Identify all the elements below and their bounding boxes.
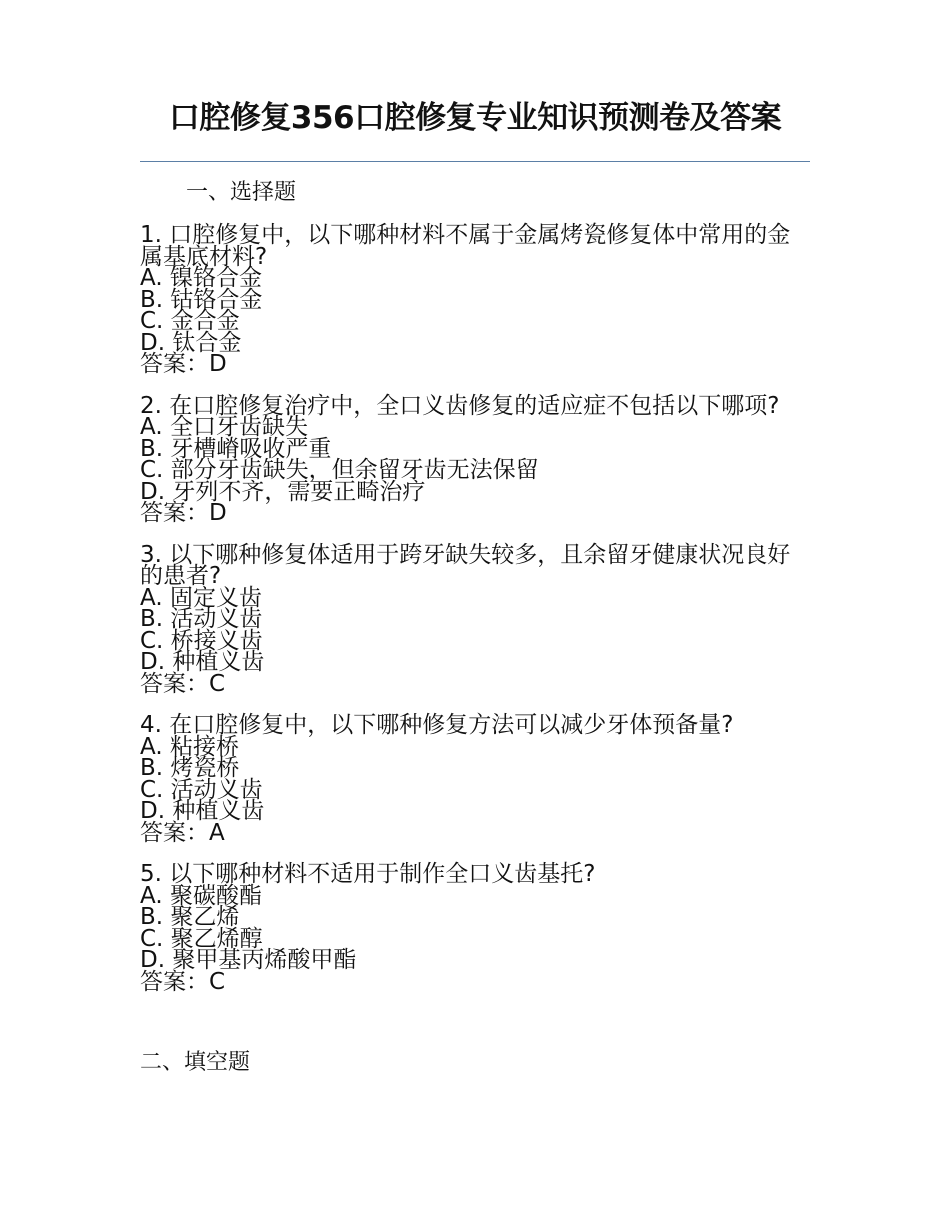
option-d: D. 钛合金 — [140, 329, 242, 356]
question-stem: 3. 以下哪种修复体适用于跨牙缺失较多，且余留牙健康状况良好的患者? — [140, 541, 791, 589]
question-item — [140, 541, 800, 697]
question-stem: 2. 在口腔修复治疗中，全口义齿修复的适应症不包括以下哪项? — [140, 392, 780, 419]
option-a: A. 固定义齿 — [140, 584, 262, 611]
option-c: C. 金合金 — [140, 308, 240, 334]
option-b: B. 活动义齿 — [140, 606, 263, 632]
answer-line: 答案：D — [140, 351, 227, 377]
option-d: D. 种植义齿 — [140, 798, 265, 824]
question-item — [140, 712, 800, 846]
option-b: B. 牙槽嵴吸收严重 — [140, 435, 332, 462]
option-d: D. 牙列不齐，需要正畸治疗 — [140, 478, 426, 505]
question-item — [140, 861, 800, 995]
option-a: A. 聚碳酸酯 — [140, 882, 262, 909]
option-c: C. 桥接义齿 — [140, 627, 263, 654]
option-c: C. 聚乙烯醇 — [140, 925, 263, 952]
section-heading-choice: 一、选择题 — [186, 180, 297, 205]
answer-line: 答案：C — [140, 670, 226, 697]
question-item — [140, 222, 800, 377]
answer-line: 答案：D — [140, 500, 227, 526]
document-title: 口腔修复356口腔修复专业知识预测卷及答案 — [168, 100, 782, 136]
option-a: A. 全口牙齿缺失 — [140, 414, 308, 440]
question-stem: 5. 以下哪种材料不适用于制作全口义齿基托? — [140, 861, 596, 887]
option-d: D. 聚甲基丙烯酸甲酯 — [140, 947, 357, 973]
title-divider — [140, 161, 810, 162]
question-item — [140, 392, 800, 526]
answer-line: 答案：C — [140, 968, 226, 995]
option-c: C. 部分牙齿缺失，但余留牙齿无法保留 — [140, 457, 539, 483]
answer-line: 答案：A — [140, 819, 225, 846]
section-heading-fill-in: 二、填空题 — [140, 1050, 251, 1075]
option-a: A. 粘接桥 — [140, 733, 239, 760]
option-b: B. 聚乙烯 — [140, 904, 240, 930]
option-c: C. 活动义齿 — [140, 776, 263, 803]
question-stem: 4. 在口腔修复中，以下哪种修复方法可以减少牙体预备量? — [140, 712, 734, 738]
option-d: D. 种植义齿 — [140, 649, 265, 675]
question-stem: 1. 口腔修复中，以下哪种材料不属于金属烤瓷修复体中常用的金属基底材料? — [140, 222, 791, 270]
option-a: A. 镍铬合金 — [140, 265, 262, 291]
option-b: B. 烤瓷桥 — [140, 755, 240, 781]
question-list — [140, 222, 800, 1013]
option-b: B. 钴铬合金 — [140, 286, 263, 313]
